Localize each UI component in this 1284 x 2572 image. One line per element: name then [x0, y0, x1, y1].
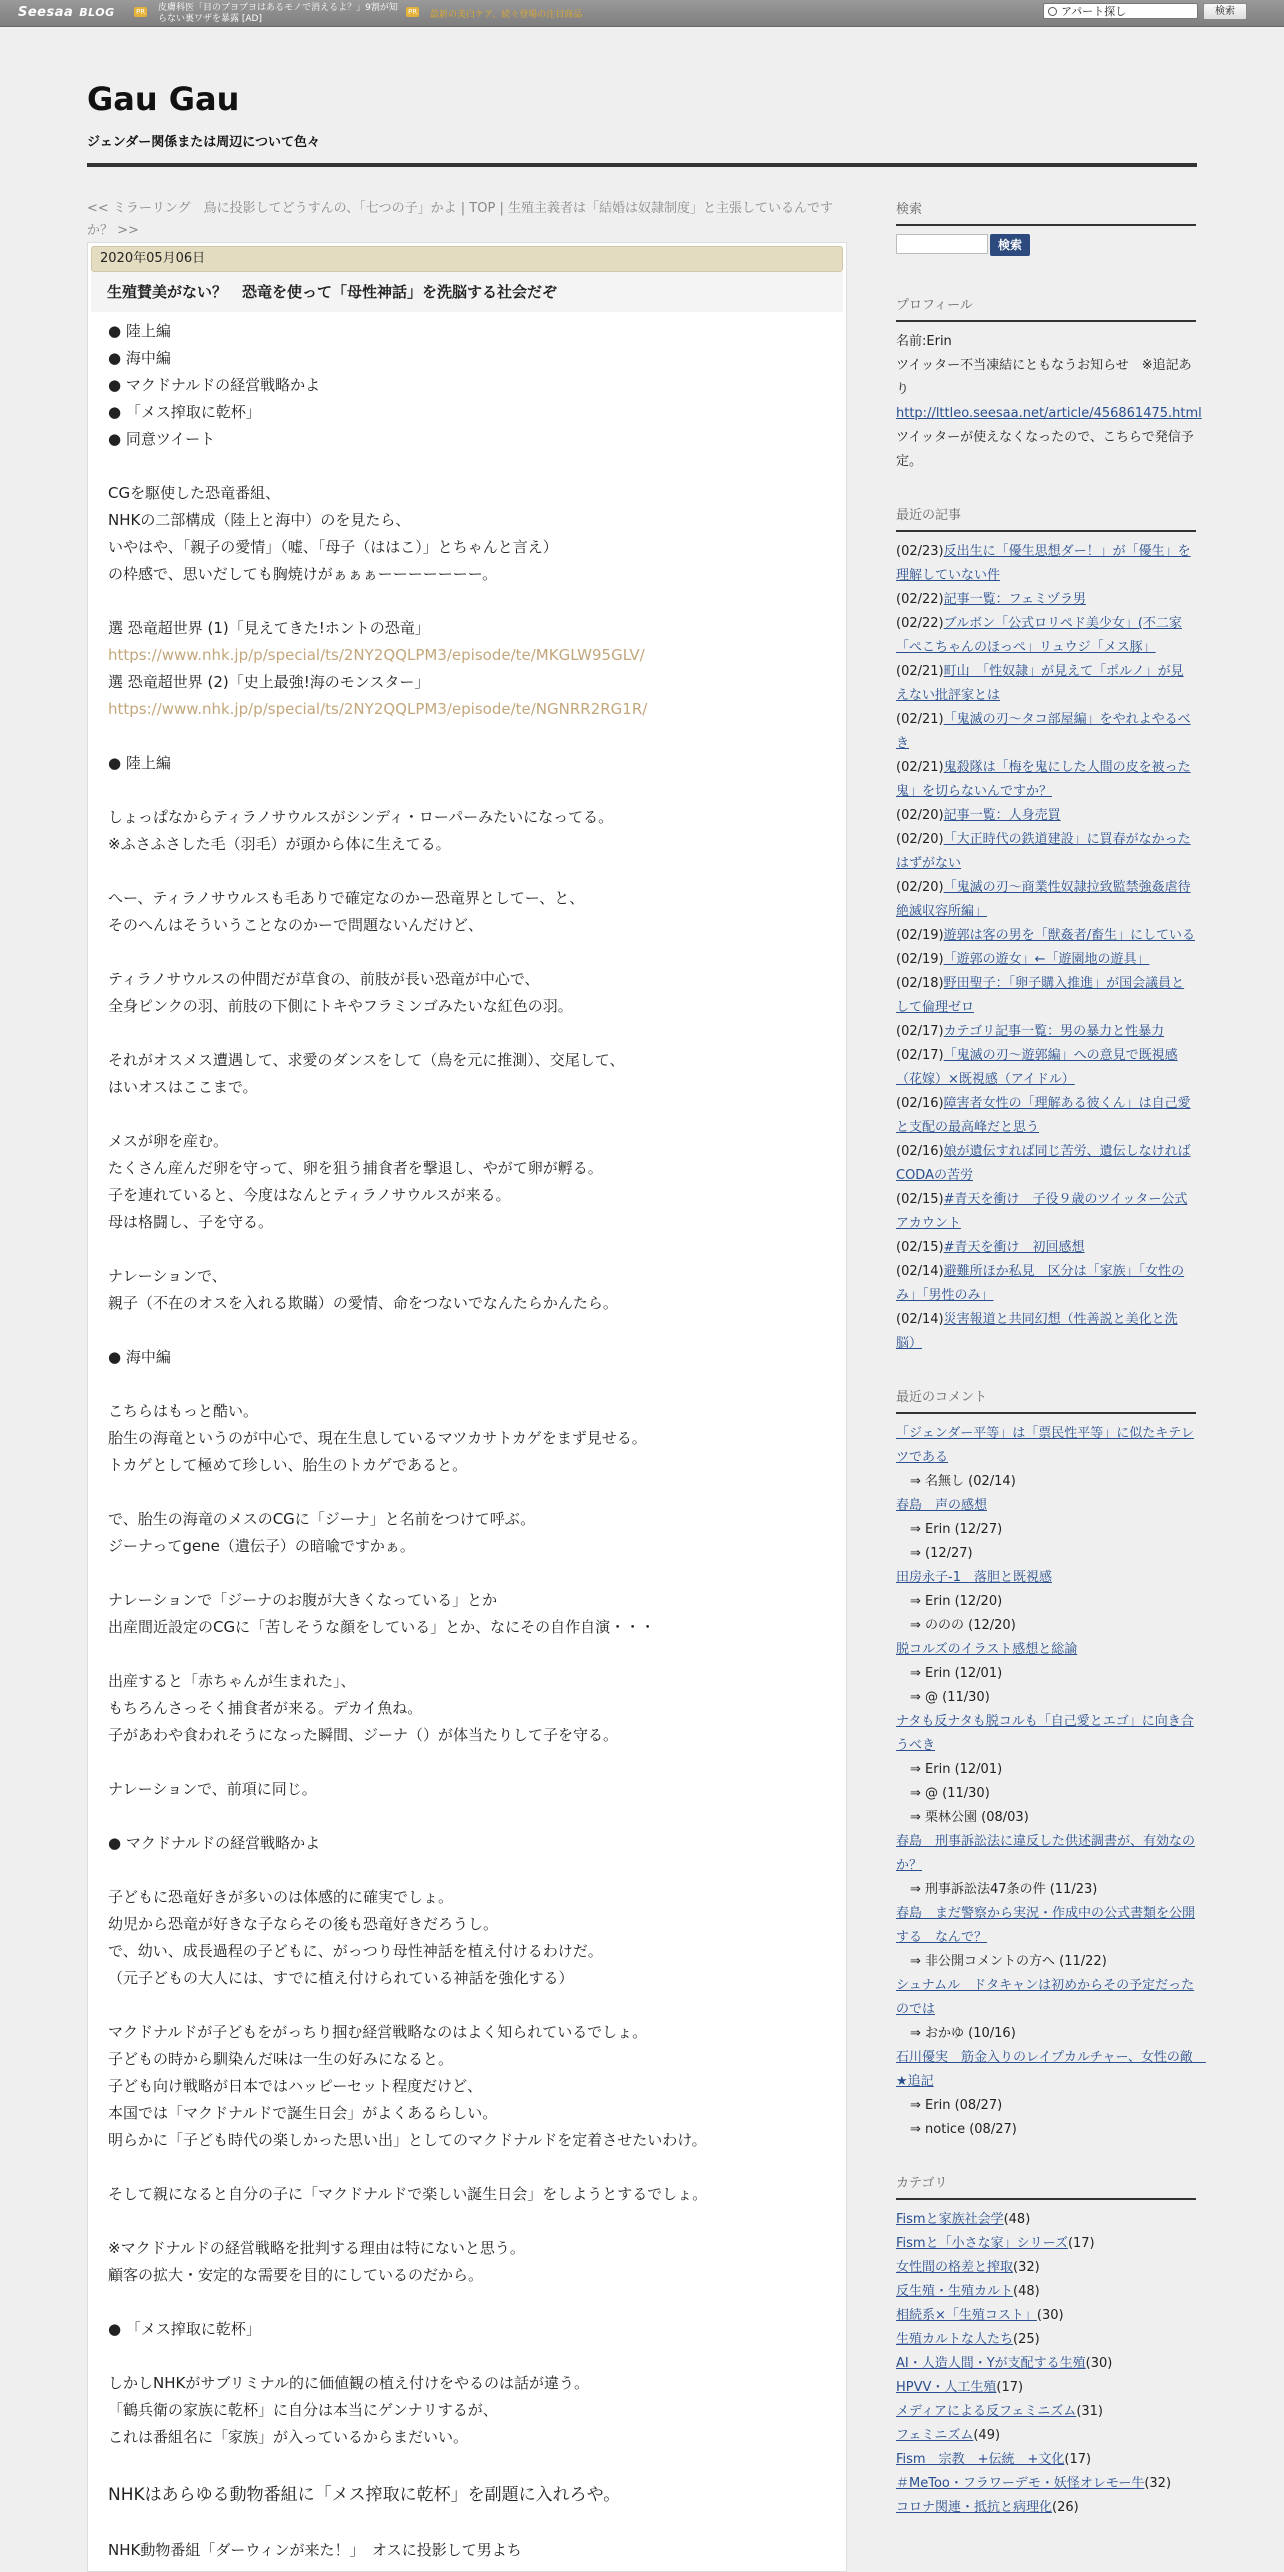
article-line: [108, 939, 826, 966]
recent-article-link[interactable]: 反出生に「優生思想ダー！」が「優生」を理解していない件: [896, 544, 1191, 583]
category-count: (30): [1036, 2308, 1064, 2323]
sidebar: [896, 198, 1206, 2550]
article-line: メスが卵を産む。: [108, 1132, 229, 1150]
recent-article-date: (02/22): [896, 616, 944, 631]
article-line: 出産間近設定のCGに「苦しそうな顔をしている」とか、なにその自作自演・・・: [108, 1618, 656, 1636]
article-line: [108, 1749, 826, 1776]
recent-article-date: (02/16): [896, 1096, 944, 1111]
category-item: [896, 2400, 1196, 2424]
article-line: 出産すると「赤ちゃんが生まれた」、: [108, 1672, 356, 1690]
recent-article-date: (02/19): [896, 952, 944, 967]
top-link[interactable]: TOP: [469, 201, 496, 216]
recent-article-link[interactable]: 鬼殺隊は「梅を鬼にした人間の皮を被った鬼」を切らないんですか？: [896, 760, 1191, 799]
category-count: (30): [1085, 2356, 1113, 2371]
recent-article-item: [896, 612, 1196, 660]
recent-article-item: [896, 1308, 1196, 1356]
recent-article-link[interactable]: 災害報道と共同幻想（性善説と美化と洗脳）: [896, 1312, 1178, 1351]
article-line: [108, 1641, 826, 1668]
article-line: そして親になると自分の子に「マクドナルドで楽しい誕生日会」をしようとするでしょ。: [108, 2185, 708, 2203]
recent-article-date: (02/15): [896, 1240, 944, 1255]
recent-article-item: [896, 1188, 1196, 1236]
recent-article-date: (02/22): [896, 592, 944, 607]
recent-comments-section: [896, 1386, 1206, 2142]
article-line: ● 海中編: [108, 1348, 171, 1366]
category-link[interactable]: 反生殖・生殖カルト: [896, 2284, 1014, 2299]
category-count: (17): [1067, 2236, 1095, 2251]
article-line: 子があわや食われそうになった瞬間、ジーナ（）が体当たりして子を守る。: [108, 1726, 619, 1744]
article-line: トカゲとして極めて珍しい、胎生のトカゲであると。: [108, 1456, 468, 1474]
recent-article-date: (02/21): [896, 760, 944, 775]
article-line: [108, 2154, 826, 2181]
seesaa-top-bar: [0, 0, 1284, 27]
article-line: そのへんはそういうことなのかーで問題ないんだけど、: [108, 916, 484, 934]
prev-article-link[interactable]: << ミラーリング 鳥に投影してどうすんの、「七つの子」かよ: [87, 201, 457, 216]
article-line: ● 同意ツイート: [108, 430, 216, 448]
comment-entry[interactable]: ⇒ 刑事訴訟法47条の件 (11/23): [910, 1882, 1098, 1897]
comment-entry[interactable]: ⇒ 非公開コメントの方へ (11/22): [910, 1954, 1107, 1969]
article-line: [108, 2208, 826, 2235]
article-line: [108, 588, 826, 615]
article-line: もちろんさっそく捕食者が来る。デカイ魚ね。: [108, 1699, 423, 1717]
category-count: (48): [1013, 2284, 1040, 2299]
article-line: たくさん産んだ卵を守って、卵を狙う捕食者を撃退し、やがて卵が孵る。: [108, 1159, 603, 1177]
recent-article-item: [896, 948, 1196, 972]
article-line: ● 「メス搾取に乾杯」: [108, 403, 261, 421]
recent-article-item: [896, 660, 1196, 708]
recent-article-date: (02/15): [896, 1192, 944, 1207]
article-line: 選 恐竜超世界 (2)「史上最強!海のモンスター」: [108, 673, 430, 691]
article-line: いやはや、「親子の愛情」（嘘、「母子（ははこ）」とちゃんと言え）: [108, 538, 558, 556]
category-count: (26): [1052, 2500, 1079, 2515]
category-count: (32): [1144, 2476, 1172, 2491]
ad-link-2[interactable]: 最新の美白ケア、続々登場の注目商品: [430, 10, 583, 20]
comment-article-link[interactable]: 春島 声の感想: [896, 1498, 988, 1513]
article-line: [108, 858, 826, 885]
recent-article-item: [896, 1260, 1196, 1308]
article-line: NHKの二部構成（陸上と海中）のを見たら、: [108, 511, 411, 529]
comment-article-item: [896, 1422, 1196, 1470]
article-line: （元子どもの大人には、すでに植え付けられている神話を強化する）: [108, 1969, 574, 1987]
comment-article-link[interactable]: 春島 まだ警察から実況・作成中の公式書類を公開する なんで？: [896, 1906, 1196, 1945]
article-line: ※マクドナルドの経営戦略を批判する理由は特にないと思う。: [108, 2239, 525, 2257]
pr-badge-2: PR: [408, 8, 418, 16]
recent-article-date: (02/19): [896, 928, 944, 943]
profile-link[interactable]: http://lttleo.seesaa.net/article/456861475.html: [896, 406, 1202, 421]
comment-article-item: [896, 1974, 1196, 2022]
recent-articles-heading: 最近の記事: [896, 504, 1196, 532]
recent-article-link[interactable]: 「鬼滅の刃～商業性奴隷拉致監禁強姦虐待絶滅収容所編」: [896, 880, 1191, 919]
comment-article-item: [896, 1566, 1196, 1590]
recent-article-date: (02/23): [896, 544, 944, 559]
article-line: ● 「メス搾取に乾杯」: [108, 2320, 261, 2338]
article-line: 全身ピンクの羽、前肢の下側にトキやフラミンゴみたいな紅色の羽。: [108, 997, 573, 1015]
next-article-link[interactable]: 生殖主義者は「結婚は奴隷制度」と主張しているんですか？ >>: [87, 201, 833, 238]
recent-article-item: [896, 756, 1196, 804]
article-line: ● 陸上編: [108, 754, 171, 772]
article-line: しかしNHKがサブリミナル的に価値観の植え付けをやるのは話が違う。: [108, 2374, 589, 2392]
category-item: [896, 2208, 1196, 2232]
article-line: [108, 1101, 826, 1128]
categories-section: [896, 2172, 1196, 2520]
article-line: NHK動物番組「ダーウィンが来た！」 オスに投影して男よち: [108, 2541, 522, 2559]
category-link[interactable]: 生殖カルトな人たち: [896, 2332, 1014, 2347]
article-line: 子どもの時から馴染んだ味は一生の好みになると。: [108, 2050, 454, 2068]
article-line: ジーナってgene（遺伝子）の暗喩ですかぁ。: [108, 1537, 415, 1555]
article-line: 胎生の海竜というのが中心で、現在生息しているマツカサトカゲをまず見せる。: [108, 1429, 647, 1447]
article-line: [108, 1020, 826, 1047]
category-item: [896, 2424, 1196, 2448]
category-item: [896, 2304, 1196, 2328]
search-icon: [1048, 7, 1057, 16]
article-line: [108, 723, 826, 750]
comment-entry[interactable]: ⇒ (12/27): [910, 1546, 973, 1561]
article-line: はいオスはここまで。: [108, 1078, 258, 1096]
comment-article-link[interactable]: ナタも反ナタも脱コルも「自己愛とエゴ」に向き合うべき: [896, 1714, 1194, 1753]
recent-article-link[interactable]: 避難所ほか私見 区分は「家族」「女性のみ」「男性のみ」: [896, 1264, 1185, 1303]
recent-article-date: (02/20): [896, 880, 944, 895]
category-count: (17): [996, 2380, 1024, 2395]
recent-article-item: [896, 1140, 1196, 1188]
recent-article-link[interactable]: 「鬼滅の刃～遊郭編」への意見で既視感（花嫁）×既視感（アイドル）: [896, 1048, 1178, 1087]
category-link[interactable]: Fismと「小さな家」シリーズ: [896, 2236, 1068, 2251]
article-line: [108, 777, 826, 804]
recent-article-link[interactable]: 記事一覧：フェミヅラ男: [943, 592, 1086, 607]
article-line: [108, 1317, 826, 1344]
category-count: (17): [1064, 2452, 1092, 2467]
category-link[interactable]: Fismと家族社会学: [896, 2212, 1004, 2227]
category-item: [896, 2496, 1196, 2520]
blog-title[interactable]: Gau Gau: [87, 80, 240, 118]
category-count: (48): [1003, 2212, 1031, 2227]
comment-entry[interactable]: ⇒ Erin (12/01): [910, 1666, 1003, 1681]
category-count: (32): [1013, 2260, 1040, 2275]
recent-comments-list: [896, 1422, 1206, 2142]
article-line: [108, 1479, 826, 1506]
comment-entry[interactable]: ⇒ Erin (12/01): [910, 1762, 1003, 1777]
categories-list: [896, 2208, 1196, 2520]
comment-entry[interactable]: ⇒ ののの (12/20): [910, 1618, 1016, 1633]
article-line: で、胎生の海竜のメスのCGに「ジーナ」と名前をつけて呼ぶ。: [108, 1510, 536, 1528]
comment-entry[interactable]: ⇒ 栗林公園 (08/03): [910, 1810, 1029, 1825]
profile-section: [896, 294, 1202, 474]
seesaa-logo[interactable]: Seesaa BLOG: [18, 5, 115, 20]
article-line: [108, 1992, 826, 2019]
article-line: 子を連れていると、今度はなんとティラノサウルスが来る。: [108, 1186, 511, 1204]
article-line: [108, 2510, 826, 2537]
category-item: [896, 2376, 1196, 2400]
comment-entry[interactable]: ⇒ おかゆ (10/16): [910, 2026, 1016, 2041]
recent-article-item: [896, 588, 1196, 612]
comment-entry[interactable]: ⇒ Erin (08/27): [910, 2098, 1003, 2113]
recent-article-link[interactable]: 町山 「性奴隷」が見えて「ポルノ」が見えない批評家とは: [896, 664, 1184, 703]
categories-heading: カテゴリ: [896, 2172, 1196, 2200]
recent-article-item: [896, 828, 1196, 876]
recent-article-date: (02/16): [896, 1144, 944, 1159]
comment-entry[interactable]: ⇒ Erin (12/20): [910, 1594, 1003, 1609]
category-item: [896, 2232, 1196, 2256]
profile-heading: プロフィール: [896, 294, 1196, 322]
recent-article-link[interactable]: 「鬼滅の刃～タコ部屋編」をやれよやるべき: [896, 712, 1191, 751]
recent-article-date: (02/20): [896, 808, 944, 823]
article-line: 顧客の拡大・安定的な需要を目的にしているのだから。: [108, 2266, 484, 2284]
profile-name: 名前:Erin: [896, 334, 952, 349]
ad-link-1[interactable]: 皮膚科医「目のブヨブヨはあるモノで消えるよ？」9割が知らない裏ワザを暴露 [AD]: [158, 3, 398, 24]
article-line: の枠感で、思いだしても胸焼けがぁぁぁーーーーーーー。: [108, 565, 498, 583]
top-search-input[interactable]: アパート探し: [1043, 3, 1198, 19]
category-item: [896, 2472, 1196, 2496]
article-line: 子どもに恐竜好きが多いのは体感的に確実でしょ。: [108, 1888, 454, 1906]
article-line: これは番組名に「家族」が入っているからまだいい。: [108, 2428, 469, 2446]
category-link[interactable]: AI・人造人間・Yが支配する生殖: [896, 2356, 1086, 2371]
recent-article-link[interactable]: 遊郭は客の男を「獣姦者/畜生」にしている: [943, 928, 1195, 943]
recent-article-item: [896, 540, 1196, 588]
category-link[interactable]: 女性間の格差と搾取: [896, 2260, 1014, 2275]
article-line: [108, 453, 826, 480]
article-line: [108, 1560, 826, 1587]
article-line: ● 海中編: [108, 349, 171, 367]
article-date: 2020年05月06日: [91, 246, 843, 272]
pr-badge: PR: [136, 8, 146, 16]
sidebar-search: [896, 234, 1196, 262]
recent-article-date: (02/17): [896, 1048, 944, 1063]
article-line: 選 恐竜超世界 (1)「見えてきた!ホントの恐竜」: [108, 619, 430, 637]
comment-article-link[interactable]: 脱コルズのイラスト感想と総論: [896, 1642, 1078, 1657]
category-link[interactable]: HPVV・人工生殖: [896, 2380, 997, 2395]
article-line: 明らかに「子ども時代の楽しかった思い出」としてのマクドナルドを定着させたいわけ。: [108, 2131, 707, 2149]
category-count: (49): [973, 2428, 1001, 2443]
recent-article-item: [896, 972, 1196, 1020]
recent-article-item: [896, 1020, 1196, 1044]
category-item: [896, 2352, 1196, 2376]
article-line: [108, 1803, 826, 1830]
top-search-button[interactable]: 検索: [1203, 3, 1247, 20]
category-link[interactable]: 相続系×「生殖コスト」: [896, 2308, 1037, 2323]
recent-article-link[interactable]: 記事一覧：人身売買: [943, 808, 1061, 823]
category-item: [896, 2280, 1196, 2304]
article-link[interactable]: https://www.nhk.jp/p/special/ts/2NY2QQLPM3/episode/te/NGNRR2RG1R/: [108, 700, 648, 718]
category-item: [896, 2448, 1196, 2472]
article-line: へー、ティラノサウルスも毛ありで確定なのかー恐竜界としてー、と、: [108, 889, 585, 907]
category-link[interactable]: Fism 宗教 +伝統 +文化: [896, 2452, 1065, 2467]
sidebar-search-input[interactable]: [896, 234, 988, 254]
article-link[interactable]: https://www.nhk.jp/p/special/ts/2NY2QQLPM3/episode/te/MKGLW95GLV/: [108, 646, 645, 664]
article-line: ナレーションで、: [108, 1267, 227, 1285]
comment-article-link[interactable]: 石川優実 筋金入りのレイプカルチャー、女性の敵 ★追記: [896, 2050, 1206, 2089]
article-line: [108, 1371, 826, 1398]
category-link[interactable]: フェミニズム: [896, 2428, 974, 2443]
category-link[interactable]: ＃MeToo・フラワーデモ・妖怪オレモー牛: [896, 2476, 1145, 2491]
article-line: 子ども向け戦略が日本ではハッピーセット程度だけど、: [108, 2077, 483, 2095]
comment-article-item: [896, 1494, 1196, 1518]
recent-article-link[interactable]: ブルボン「公式ロリペド美少女」(不二家「ぺこちゃんのほっぺ」リュウジ「メス豚」: [896, 616, 1182, 655]
recent-article-item: [896, 1236, 1196, 1260]
comment-article-link[interactable]: シュナムル ドタキャンは初めからその予定だったのでは: [896, 1978, 1195, 2017]
recent-article-item: [896, 804, 1196, 828]
recent-article-link[interactable]: カテゴリ記事一覧：男の暴力と性暴力: [943, 1024, 1165, 1039]
category-item: [896, 2256, 1196, 2280]
recent-article-date: (02/21): [896, 712, 944, 727]
recent-article-item: [896, 1092, 1196, 1140]
recent-article-date: (02/20): [896, 832, 944, 847]
article-line: それがオスメス遭遇して、求愛のダンスをして（鳥を元に推測）、交尾して、: [108, 1051, 625, 1069]
comment-article-item: [896, 1638, 1196, 1662]
comment-article-item: [896, 1830, 1196, 1878]
article-line: 本国では「マクドナルドで誕生日会」がよくあるらしい。: [108, 2104, 498, 2122]
article-line: マクドナルドが子どもをがっちり掴む経営戦略なのはよく知られているでしょ。: [108, 2023, 648, 2041]
article-line: 「鶴兵衛の家族に乾杯」に自分は本当にゲンナリするが、: [108, 2401, 498, 2419]
comment-article-link[interactable]: 「ジェンダー平等」は「票民性平等」に似たキテレツである: [896, 1426, 1194, 1465]
category-count: (25): [1013, 2332, 1040, 2347]
recent-article-link[interactable]: 娘が遺伝すれば同じ苦労、遺伝しなければCODAの苦労: [896, 1144, 1191, 1183]
blog-subtitle: ジェンダー関係または周辺について色々: [87, 135, 320, 150]
category-item: [896, 2328, 1196, 2352]
category-link[interactable]: コロナ関連・抵抗と病理化: [896, 2500, 1053, 2515]
article-nav: << ミラーリング 鳥に投影してどうすんの、「七つの子」かよ | TOP | 生殖主義者は「結婚は奴隷制度」と主張しているんですか？ >>: [87, 201, 833, 238]
article-line: ティラノサウルスの仲間だが草食の、前肢が長い恐竜が中心で、: [108, 970, 540, 988]
comment-article-item: [896, 2046, 1206, 2094]
profile-note: ツイッター不当凍結にともなうお知らせ ※追記あり: [896, 358, 1192, 397]
article-line: 母は格闘し、子を守る。: [108, 1213, 274, 1231]
recent-article-item: [896, 876, 1196, 924]
recent-article-item: [896, 924, 1196, 948]
recent-article-link[interactable]: #青天を衝け 子役９歳のツイッター公式アカウント: [896, 1192, 1188, 1231]
recent-article-item: [896, 1044, 1196, 1092]
comment-entry[interactable]: ⇒ @ (11/30): [910, 1786, 990, 1801]
article-line: で、幼い、成長過程の子どもに、がっつり母性神話を植え付けるわけだ。: [108, 1942, 603, 1960]
article-line: ● 陸上編: [108, 322, 171, 340]
article-line: [108, 2343, 826, 2370]
recent-article-link[interactable]: #青天を衝け 初回感想: [943, 1240, 1085, 1255]
article-line: [108, 1236, 826, 1263]
recent-article-link[interactable]: 障害者女性の「理解ある彼くん」は自己愛と支配の最高峰だと思う: [896, 1096, 1191, 1135]
recent-article-link[interactable]: 「遊郭の遊女」←「遊園地の遊具」: [943, 952, 1150, 967]
article-line: [108, 2451, 826, 2478]
header-divider: [87, 163, 1197, 167]
article-title[interactable]: 生殖賛美がない？ 恐竜を使って「母性神話」を洗脳する社会だぞ: [91, 272, 843, 312]
article-line: CGを駆使した恐竜番組、: [108, 484, 281, 502]
article-line: NHKはあらゆる動物番組に「メス搾取に乾杯」を副題に入れろや。: [108, 2485, 621, 2505]
recent-articles-list: [896, 540, 1196, 1356]
article-line: 幼児から恐竜が好きな子ならその後も恐竜好きだろうし。: [108, 1915, 499, 1933]
comment-entry[interactable]: ⇒ notice (08/27): [910, 2122, 1017, 2137]
comment-article-link[interactable]: 春島 刑事訴訟法に違反した供述調書が、有効なのか？: [896, 1834, 1196, 1873]
article-line: 親子（不在のオスを入れる欺瞞）の愛情、命をつないでなんたらかんたら。: [108, 1294, 618, 1312]
article-line: こちらはもっと酷い。: [108, 1402, 259, 1420]
recent-article-link[interactable]: 「大正時代の鉄道建設」に買春がなかったはずがない: [896, 832, 1191, 871]
recent-comments-heading: 最近のコメント: [896, 1386, 1196, 1414]
article-line: しょっぱなからティラノサウルスがシンディ・ローパーみたいになってる。: [108, 808, 614, 826]
article-body: [88, 312, 846, 2564]
recent-articles-section: [896, 504, 1196, 1356]
recent-article-date: (02/18): [896, 976, 944, 991]
article-line: ● マクドナルドの経営戦略かよ: [108, 1834, 321, 1852]
profile-note-2: ツイッターが使えなくなったので、こちらで発信予定。: [896, 430, 1194, 469]
recent-article-date: (02/14): [896, 1312, 944, 1327]
article-line: [108, 2289, 826, 2316]
article-line: [108, 1857, 826, 1884]
article: [87, 242, 847, 2572]
comment-article-item: [896, 1902, 1196, 1950]
category-link[interactable]: メディアによる反フェミニズム: [896, 2404, 1077, 2419]
article-line: ナレーションで、前項に同じ。: [108, 1780, 317, 1798]
recent-article-date: (02/17): [896, 1024, 944, 1039]
recent-article-item: [896, 708, 1196, 756]
search-heading: 検索: [896, 198, 1196, 226]
article-line: ※ふさふさした毛（羽毛）が頭から体に生えてる。: [108, 835, 451, 853]
comment-article-link[interactable]: 田房永子-1 落胆と既視感: [896, 1570, 1052, 1585]
recent-article-date: (02/14): [896, 1264, 944, 1279]
comment-entry[interactable]: ⇒ 名無し (02/14): [910, 1474, 1016, 1489]
article-line: ナレーションで「ジーナのお腹が大きくなっている」とか: [108, 1591, 498, 1609]
recent-article-link[interactable]: 野田聖子：「卵子購入推進」が国会議員として倫理ゼロ: [896, 976, 1185, 1015]
recent-article-date: (02/21): [896, 664, 944, 679]
comment-entry[interactable]: ⇒ Erin (12/27): [910, 1522, 1003, 1537]
comment-entry[interactable]: ⇒ @ (11/30): [910, 1690, 990, 1705]
sidebar-search-button[interactable]: 検索: [990, 234, 1030, 256]
category-count: (31): [1076, 2404, 1103, 2419]
comment-article-item: [896, 1710, 1196, 1758]
article-line: ● マクドナルドの経営戦略かよ: [108, 376, 321, 394]
